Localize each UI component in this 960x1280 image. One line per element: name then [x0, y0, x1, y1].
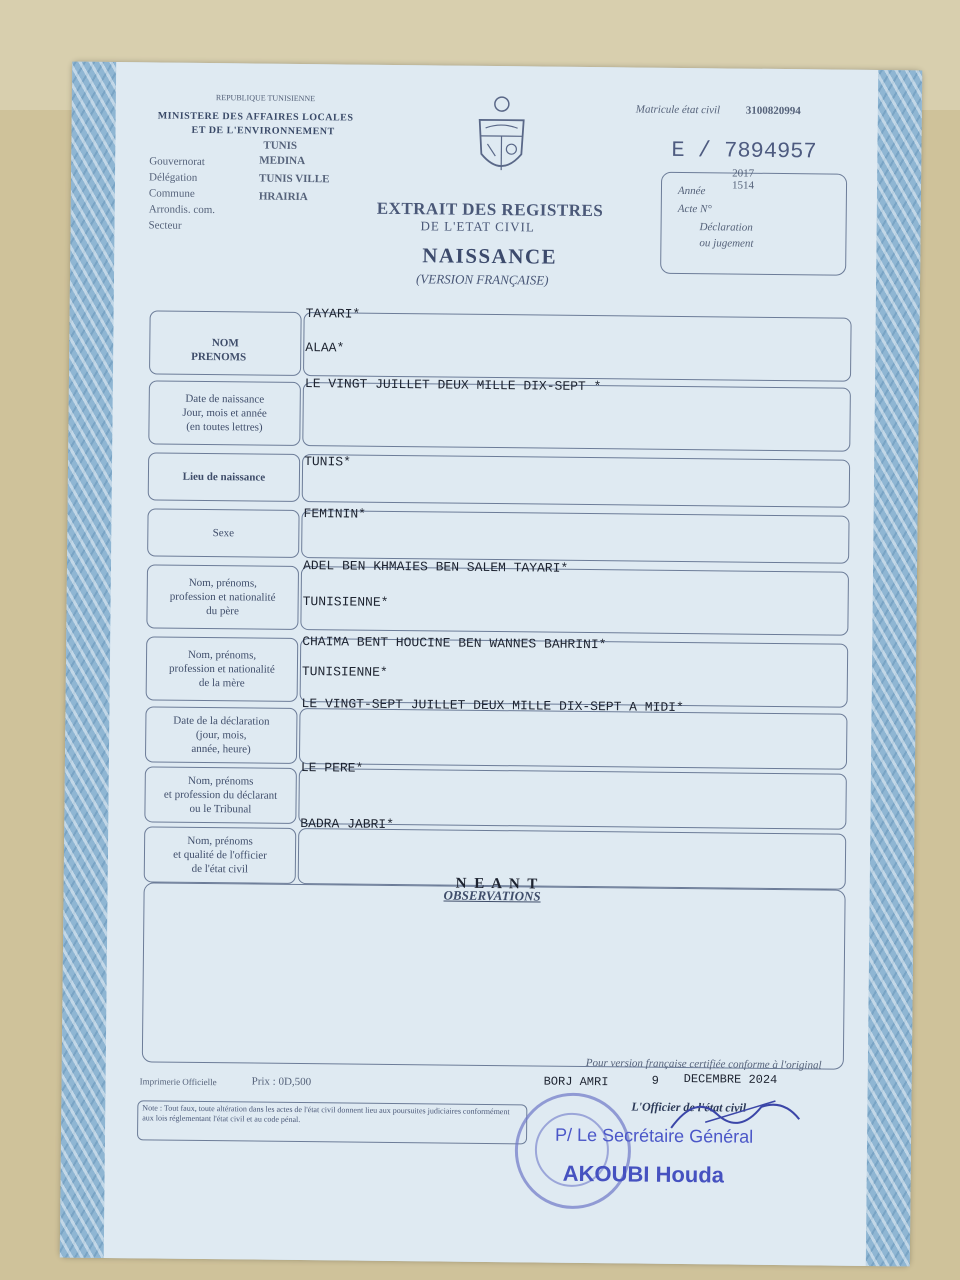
imprimerie-text: Imprimerie Officielle — [139, 1076, 217, 1088]
sexe-box — [301, 510, 849, 564]
document-body — [104, 62, 878, 1266]
acte-value: 1514 — [731, 179, 755, 192]
nom-value: TAYARI* — [305, 306, 361, 322]
officier-value: BADRA JABRI* — [300, 816, 395, 832]
date-naissance-label: Date de naissance Jour, mois et année (en toutes lettres) — [148, 380, 301, 446]
title-version: (VERSION FRANÇAISE) — [415, 271, 549, 288]
commune-label: Commune — [148, 187, 195, 200]
mere-label: Nom, prénoms, profession et nationalité de la mère — [146, 636, 299, 702]
legal-note-box — [137, 1100, 527, 1144]
pere-nationalite: TUNISIENNE* — [302, 594, 389, 610]
title-naissance: NAISSANCE — [422, 243, 558, 269]
title-etat-civil: DE L'ETAT CIVIL — [420, 218, 535, 235]
republic-text: REPUBLIQUE TUNISIENNE — [215, 93, 316, 104]
issue-place: BORJ AMRI — [543, 1074, 609, 1090]
matricule-label: Matricule état civil — [635, 103, 721, 117]
nom-label: NOM — [211, 336, 239, 350]
declarant-value: LE PERE* — [300, 760, 364, 776]
prenoms-value: ALAA* — [305, 340, 345, 356]
delegation-value: MEDINA — [259, 154, 306, 168]
legal-note-text: Note : Tout faux, toute altération dans les actes de l'état civil donnent lieu aux poursuites judiciaires conformément aux lois réglementant l'état civil et au code pénal. — [142, 1103, 510, 1125]
prix-text: Prix : 0D,500 — [251, 1075, 312, 1089]
prenoms-label: PRENOMS — [191, 350, 247, 364]
title-extrait: EXTRAIT DES REGISTRES — [376, 198, 604, 221]
issue-day: 9 — [651, 1073, 659, 1088]
officier-etat-civil-caption: L'Officier de l'état civil — [631, 1099, 747, 1115]
acte-label: Acte N° — [677, 202, 712, 216]
sexe-value: FEMININ* — [303, 506, 367, 522]
acte-reference-box — [660, 167, 847, 276]
officier-box — [298, 828, 847, 890]
handwritten-signature-icon — [665, 1088, 806, 1139]
birth-certificate-document — [60, 62, 922, 1267]
pere-value: ADEL BEN KHMAIES BEN SALEM TAYARI* — [302, 558, 569, 576]
declaration-date-label: Date de la déclaration (jour, mois, année, heure) — [145, 706, 298, 764]
lieu-naissance-label: Lieu de naissance — [148, 452, 300, 502]
nom-prenoms-label-box — [149, 310, 302, 376]
observations-label: OBSERVATIONS — [443, 887, 541, 904]
declaration-ref-label: Déclaration — [699, 221, 753, 234]
arrondissement-label: Arrondis. com. — [148, 203, 216, 217]
serial-number: E / 7894957 — [671, 137, 817, 165]
ministry-line-2: ET DE L'ENVIRONNEMENT — [191, 124, 335, 138]
pere-label: Nom, prénoms, profession et nationalité du père — [146, 564, 299, 630]
jugement-ref-label: ou jugement — [699, 237, 754, 250]
matricule-value: 3100820994 — [745, 104, 801, 118]
annee-value: 2017 — [732, 167, 755, 180]
annee-label: Année — [677, 184, 706, 198]
mere-value: CHAIMA BENT HOUCINE BEN WANNES BAHRINI* — [302, 634, 607, 653]
issue-month-year: DECEMBRE 2024 — [683, 1072, 778, 1088]
declarant-label: Nom, prénoms et profession du déclarant ou le Tribunal — [144, 766, 297, 824]
observations-box — [142, 882, 846, 1072]
arrondissement-value: HRAIRIA — [258, 190, 308, 204]
delegation-label: Délégation — [149, 171, 198, 184]
tunisia-coat-of-arms-icon — [471, 94, 532, 187]
gouvernorat-label: Gouvernorat — [149, 155, 205, 168]
certified-conforme: Pour version française certifiée conforme à l'original — [585, 1057, 822, 1072]
sexe-label: Sexe — [147, 508, 299, 558]
neant-text: N E A N T — [455, 875, 540, 893]
gouvernorat-value: TUNIS — [263, 139, 298, 152]
lieu-naissance-box — [302, 454, 850, 508]
lieu-naissance-value: TUNIS* — [304, 454, 351, 470]
date-naissance-value: LE VINGT JUILLET DEUX MILLE DIX-SEPT * — [304, 376, 602, 395]
officier-label: Nom, prénoms et qualité de l'officier de l'état civil — [144, 826, 297, 884]
nom-value-box — [303, 312, 852, 382]
declaration-date-box — [299, 708, 848, 770]
declaration-date-value: LE VINGT-SEPT JUILLET DEUX MILLE DIX-SEPT A MIDI* — [301, 696, 684, 716]
signature-name: AKOUBI Houda — [562, 1160, 725, 1188]
ministry-line-1: MINISTERE DES AFFAIRES LOCALES — [157, 110, 354, 124]
commune-value: TUNIS VILLE — [259, 172, 330, 186]
signature-title: P/ Le Secrétaire Général — [554, 1124, 754, 1147]
mere-nationalite: TUNISIENNE* — [301, 664, 388, 680]
secteur-label: Secteur — [148, 219, 182, 232]
